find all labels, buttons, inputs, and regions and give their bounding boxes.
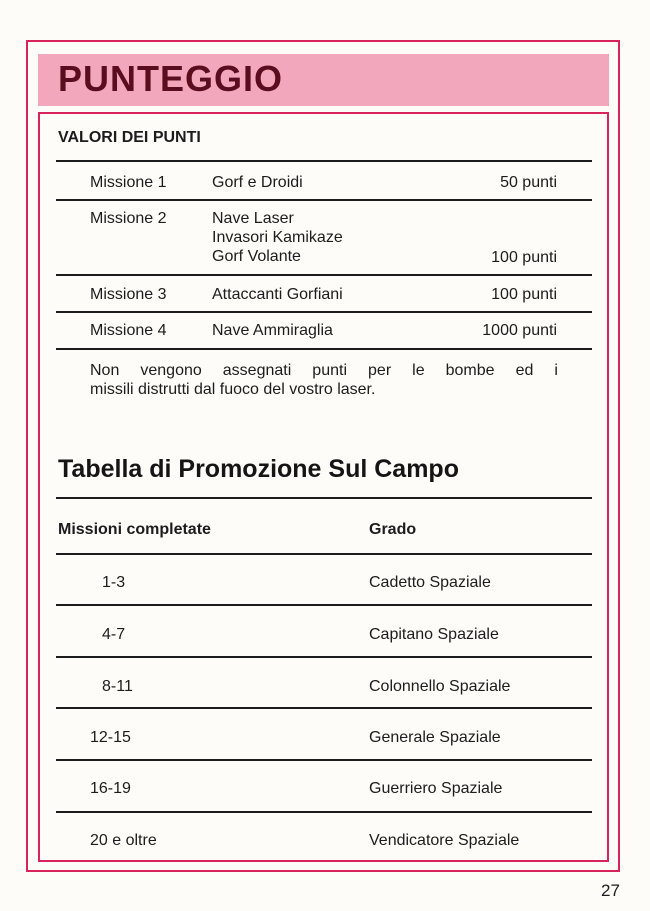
promotion-rank: Guerriero Spaziale [369, 780, 503, 797]
promotion-missions: 1-3 [102, 574, 126, 591]
promotion-missions: 12-15 [90, 729, 131, 746]
promotion-rule [56, 604, 592, 606]
promotion-rule [56, 811, 592, 813]
promotion-rank: Cadetto Spaziale [369, 574, 491, 591]
promotion-rule-top [56, 497, 592, 499]
note-word: i [554, 362, 558, 379]
mission-label: Missione 1 [90, 174, 167, 191]
promotion-missions: 4-7 [102, 626, 126, 643]
mission-target: Invasori Kamikaze [212, 229, 343, 246]
column-header-rank: Grado [369, 521, 417, 538]
mission-target: Nave Laser [212, 210, 294, 227]
note-word: per [368, 362, 392, 379]
promotion-missions: 20 e oltre [90, 832, 157, 849]
promotion-rank: Colonnello Spaziale [369, 678, 511, 695]
note-word: le [412, 362, 425, 379]
page-title: PUNTEGGIO [58, 58, 284, 99]
promotion-rule [56, 759, 592, 761]
mission-label: Missione 4 [90, 322, 167, 339]
note-word: bombe [445, 362, 495, 379]
page-number: 27 [601, 881, 620, 900]
points-rule [56, 274, 592, 276]
note-word: assegnati [222, 362, 292, 379]
promotion-title: Tabella di Promozione Sul Campo [58, 455, 459, 483]
note-word: punti [312, 362, 347, 379]
mission-points: 100 punti [491, 249, 557, 266]
mission-points: 50 punti [500, 174, 557, 191]
points-heading: VALORI DEI PUNTI [58, 129, 201, 146]
points-rule [56, 311, 592, 313]
mission-label: Missione 3 [90, 286, 167, 303]
note-word: Non [90, 362, 120, 379]
mission-target: Gorf Volante [212, 248, 301, 265]
points-rule [56, 348, 592, 350]
promotion-missions: 16-19 [90, 780, 131, 797]
mission-points: 1000 punti [482, 322, 557, 339]
mission-label: Missione 2 [90, 210, 167, 227]
promotion-rank: Capitano Spaziale [369, 626, 499, 643]
note-word: ed [515, 362, 534, 379]
points-rule [56, 199, 592, 201]
note-word: vengono [140, 362, 202, 379]
promotion-rank: Generale Spaziale [369, 729, 501, 746]
promotion-rule [56, 707, 592, 709]
note-line: missili distrutti dal fuoco del vostro laser. [90, 381, 376, 398]
mission-target: Attaccanti Gorfiani [212, 286, 343, 303]
mission-points: 100 punti [491, 286, 557, 303]
points-note [90, 361, 558, 399]
points-rule-top [56, 160, 592, 162]
mission-target: Nave Ammiraglia [212, 322, 333, 339]
mission-target: Gorf e Droidi [212, 174, 303, 191]
promotion-missions: 8-11 [102, 678, 133, 695]
promotion-rank: Vendicatore Spaziale [369, 832, 520, 849]
promotion-rule [56, 553, 592, 555]
column-header-missions: Missioni completate [58, 521, 211, 538]
promotion-rule [56, 656, 592, 658]
